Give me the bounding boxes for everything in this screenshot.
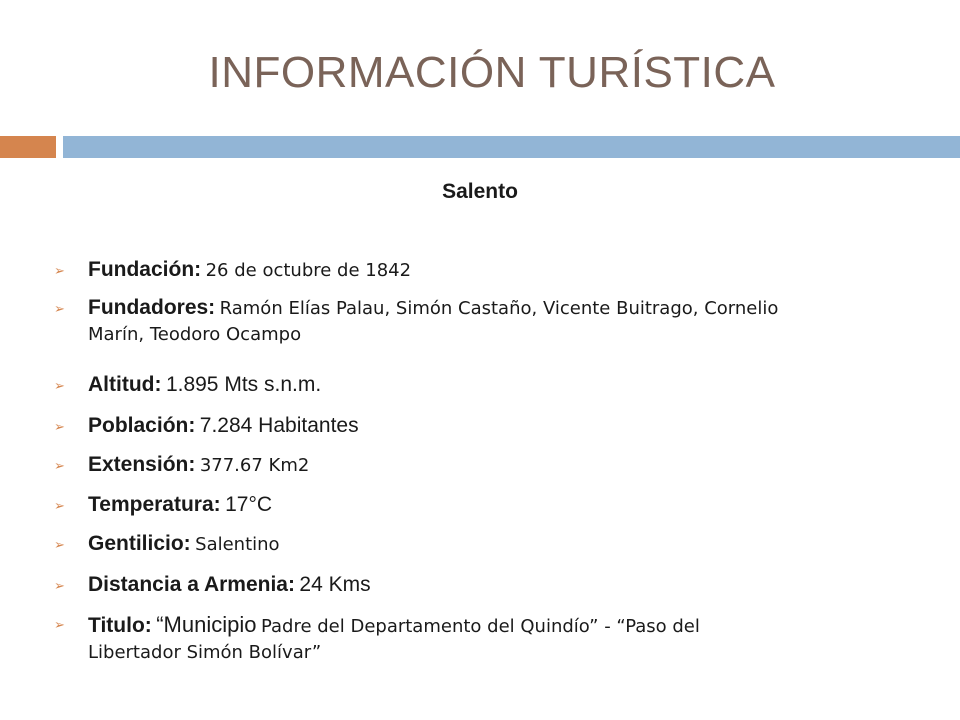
list-item-temperatura <box>50 493 910 521</box>
list-item-titulo <box>50 612 910 678</box>
list-item-extension <box>50 453 910 481</box>
arrow-right-icon: ➢ <box>54 302 65 317</box>
list-item-fundadores <box>50 296 910 362</box>
accent-bar-orange <box>0 136 56 158</box>
item-value: 26 de octubre de 1842 <box>205 260 412 281</box>
item-label: Distancia a Armenia: <box>88 573 295 596</box>
item-value: 1.895 Mts s.n.m. <box>165 373 322 396</box>
list-item-altitud <box>50 373 910 401</box>
item-value-emphasis: “Municipio <box>156 612 257 637</box>
item-value: Salentino <box>195 534 280 555</box>
arrow-right-icon: ➢ <box>54 579 65 594</box>
item-label: Titulo: <box>88 614 152 637</box>
item-value-continued: Marín, Teodoro Ocampo <box>88 324 302 345</box>
list-item-distancia <box>50 573 910 601</box>
item-value: 7.284 Habitantes <box>199 414 359 437</box>
item-value: Padre del Departamento del Quindío” - “Paso del <box>260 616 700 637</box>
item-label: Altitud: <box>88 373 162 396</box>
list-item-gentilicio <box>50 532 910 560</box>
arrow-right-icon: ➢ <box>54 538 65 553</box>
arrow-right-icon: ➢ <box>54 499 65 514</box>
item-value-continued: Libertador Simón Bolívar” <box>88 642 322 663</box>
arrow-right-icon: ➢ <box>54 379 65 394</box>
list-item-poblacion <box>50 414 910 442</box>
item-label: Extensión: <box>88 453 196 476</box>
arrow-right-icon: ➢ <box>54 420 65 435</box>
item-value: 17°C <box>225 493 273 516</box>
item-label: Gentilicio: <box>88 532 191 555</box>
arrow-right-icon: ➢ <box>54 459 65 474</box>
slide-subtitle: Salento <box>442 180 518 203</box>
item-value: Ramón Elías Palau, Simón Castaño, Vicente Buitrago, Cornelio <box>219 298 779 319</box>
arrow-right-icon: ➢ <box>54 618 65 633</box>
list-item-fundacion <box>50 258 910 286</box>
accent-bar-blue <box>63 136 960 158</box>
item-label: Población: <box>88 414 196 437</box>
arrow-right-icon: ➢ <box>54 264 65 279</box>
item-label: Temperatura: <box>88 493 221 516</box>
item-label: Fundación: <box>88 258 202 281</box>
item-value: 24 Kms <box>299 573 371 596</box>
info-list <box>50 258 910 678</box>
slide-title: INFORMACIÓN TURÍSTICA <box>208 48 776 97</box>
item-value: 377.67 Km2 <box>199 455 310 476</box>
item-label: Fundadores: <box>88 296 216 319</box>
